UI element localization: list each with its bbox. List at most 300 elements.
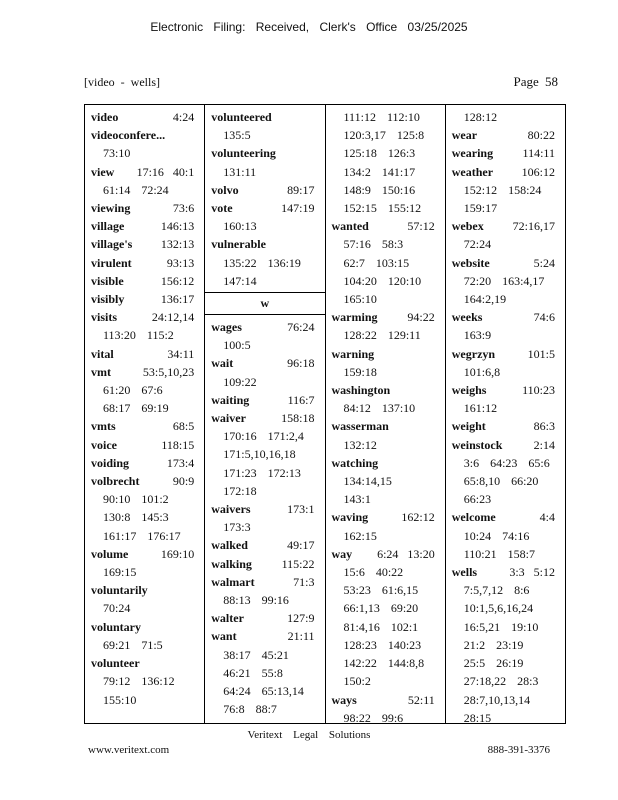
index-refs: 161:17 176:17 bbox=[103, 528, 181, 543]
index-refs: 134:14,15 bbox=[343, 474, 392, 489]
index-refs: 110:23 bbox=[522, 383, 555, 398]
index-entry bbox=[332, 345, 441, 363]
index-entry bbox=[332, 381, 441, 399]
index-entry bbox=[91, 545, 200, 563]
index-word: volbrecht bbox=[91, 474, 140, 489]
index-continuation-line bbox=[332, 144, 441, 162]
index-continuation-line bbox=[452, 290, 561, 308]
index-word: walter bbox=[211, 611, 244, 626]
index-word: voice bbox=[91, 437, 117, 452]
index-refs: 109:22 bbox=[223, 374, 257, 389]
index-continuation-line bbox=[332, 163, 441, 181]
index-continuation-line bbox=[332, 472, 441, 490]
index-entry bbox=[91, 618, 200, 636]
index-continuation-line bbox=[452, 472, 561, 490]
index-refs: 80:22 bbox=[527, 128, 555, 143]
index-entry bbox=[332, 454, 441, 472]
index-word: viewing bbox=[91, 201, 131, 216]
index-continuation-line bbox=[332, 581, 441, 599]
index-refs: 10:1,5,6,16,24 bbox=[463, 601, 534, 616]
index-refs: 73:10 bbox=[103, 146, 131, 161]
index-refs: 155:10 bbox=[103, 692, 137, 707]
index-entry bbox=[452, 163, 561, 181]
index-word: volume bbox=[91, 546, 129, 561]
index-refs: 74:6 bbox=[533, 310, 555, 325]
index-continuation-line bbox=[91, 381, 200, 399]
index-entry bbox=[211, 409, 320, 427]
index-word: want bbox=[211, 629, 237, 644]
index-continuation-line bbox=[211, 591, 320, 609]
index-refs: 57:16 58:3 bbox=[343, 237, 404, 252]
index-entry bbox=[91, 108, 200, 126]
index-refs: 147:19 bbox=[281, 201, 315, 216]
index-refs: 171:23 172:13 bbox=[223, 465, 301, 480]
index-continuation-line bbox=[332, 399, 441, 417]
index-word: wait bbox=[211, 356, 234, 371]
index-entry bbox=[452, 417, 561, 435]
index-continuation-line bbox=[211, 518, 320, 536]
index-refs: 24:12,14 bbox=[151, 310, 195, 325]
index-refs: 111:12 112:10 bbox=[343, 110, 420, 124]
index-entry bbox=[211, 500, 320, 518]
index-refs: 162:12 bbox=[401, 510, 435, 525]
index-refs: 159:18 bbox=[343, 364, 377, 379]
index-word: weather bbox=[451, 164, 494, 179]
index-entry bbox=[332, 545, 441, 563]
index-refs: 90:10 101:2 bbox=[103, 492, 169, 507]
index-entry bbox=[452, 508, 561, 526]
index-continuation-line bbox=[332, 436, 441, 454]
index-refs: 68:17 69:19 bbox=[103, 401, 169, 416]
index-refs: 115:22 bbox=[281, 556, 315, 571]
index-continuation-line bbox=[332, 272, 441, 290]
index-entry bbox=[91, 417, 200, 435]
index-word: walked bbox=[211, 538, 248, 553]
index-refs: 127:9 bbox=[287, 611, 315, 626]
index-refs: 7:5,7,12 8:6 bbox=[463, 583, 530, 598]
index-entry bbox=[91, 308, 200, 326]
index-continuation-line bbox=[332, 108, 441, 126]
index-refs: 96:18 bbox=[287, 356, 315, 371]
index-refs: 76:24 bbox=[287, 320, 315, 335]
index-entry bbox=[211, 199, 320, 217]
index-refs: 152:12 158:24 bbox=[463, 182, 542, 197]
index-refs: 86:3 bbox=[533, 419, 555, 434]
index-refs: 15:6 40:22 bbox=[343, 565, 404, 580]
index-entry bbox=[211, 354, 320, 372]
index-continuation-line bbox=[211, 373, 320, 391]
index-word: voiding bbox=[91, 455, 130, 470]
index-refs: 118:15 bbox=[161, 437, 195, 452]
index-refs: 53:5,10,23 bbox=[142, 364, 195, 379]
index-refs: 148:9 150:16 bbox=[343, 182, 416, 197]
index-refs: 101:6,8 bbox=[463, 364, 501, 379]
index-continuation-line bbox=[452, 235, 561, 253]
index-refs: 100:5 bbox=[223, 338, 251, 353]
index-word: visible bbox=[91, 273, 124, 288]
index-word: weeks bbox=[451, 310, 483, 325]
index-entry bbox=[91, 654, 200, 672]
index-word: village bbox=[91, 219, 125, 234]
index-entry bbox=[211, 108, 320, 126]
index-refs: 72:24 bbox=[463, 237, 492, 252]
index-continuation-line bbox=[332, 254, 441, 272]
index-continuation-line bbox=[452, 599, 561, 617]
index-refs: 93:13 bbox=[166, 255, 195, 270]
index-refs: 94:22 bbox=[407, 310, 435, 325]
index-refs: 163:9 bbox=[463, 328, 492, 343]
index-word: waving bbox=[331, 510, 369, 525]
index-continuation-line bbox=[91, 508, 200, 526]
index-refs: 131:11 bbox=[223, 164, 257, 179]
index-refs: 164:2,19 bbox=[463, 292, 507, 307]
index-range: [video - wells] bbox=[84, 75, 160, 89]
index-continuation-line bbox=[211, 445, 320, 463]
index-refs: 49:17 bbox=[287, 538, 315, 553]
index-refs: 146:13 bbox=[160, 219, 195, 234]
index-refs: 73:6 bbox=[172, 201, 195, 216]
index-refs: 158:18 bbox=[281, 411, 315, 426]
index-continuation-line bbox=[332, 709, 441, 723]
index-refs: 136:17 bbox=[160, 292, 195, 307]
index-continuation-line bbox=[332, 490, 441, 508]
index-refs: 6:24 13:20 bbox=[377, 546, 435, 561]
index-refs: 114:11 bbox=[522, 146, 555, 161]
index-refs: 72:20 163:4,17 bbox=[463, 273, 545, 288]
index-continuation-line bbox=[211, 682, 320, 700]
index-word: welcome bbox=[451, 510, 496, 525]
index-continuation-line bbox=[452, 545, 561, 563]
index-refs: 61:20 67:6 bbox=[103, 383, 163, 398]
index-continuation-line bbox=[452, 454, 561, 472]
index-refs: 71:3 bbox=[293, 574, 315, 589]
index-refs: 81:4,16 102:1 bbox=[343, 619, 419, 634]
index-refs: 70:24 bbox=[103, 601, 131, 616]
index-entry bbox=[332, 217, 441, 235]
index-continuation-line bbox=[332, 654, 441, 672]
index-entry bbox=[211, 235, 320, 253]
index-continuation-line bbox=[91, 563, 200, 581]
index-refs: 72:16,17 bbox=[512, 219, 555, 234]
index-continuation-line bbox=[211, 272, 320, 290]
page-number: Page 58 bbox=[513, 74, 558, 89]
index-word: vulnerable bbox=[211, 237, 266, 252]
index-refs: 65:8,10 66:20 bbox=[463, 474, 539, 489]
index-word: vmt bbox=[91, 364, 111, 379]
index-entry bbox=[211, 144, 320, 162]
index-refs: 2:14 bbox=[533, 437, 555, 452]
index-word: videoconfere... bbox=[91, 128, 166, 143]
index-continuation-line bbox=[332, 363, 441, 381]
index-word: visits bbox=[91, 310, 118, 325]
index-continuation-line bbox=[452, 691, 561, 709]
index-word: volunteer bbox=[91, 656, 140, 671]
footer-phone: 888-391-3376 bbox=[487, 744, 550, 756]
index-refs: 128:22 129:11 bbox=[343, 328, 421, 343]
index-continuation-line bbox=[211, 336, 320, 354]
index-word: weinstock bbox=[451, 437, 503, 452]
index-entry bbox=[211, 555, 320, 573]
index-refs: 66:23 bbox=[463, 492, 492, 507]
index-refs: 110:21 158:7 bbox=[463, 546, 535, 561]
index-refs: 128:12 bbox=[463, 110, 498, 124]
index-word: way bbox=[331, 546, 353, 561]
index-entry bbox=[91, 436, 200, 454]
index-word: walmart bbox=[211, 574, 255, 589]
index-entry bbox=[211, 536, 320, 554]
index-entry bbox=[452, 308, 561, 326]
index-entry bbox=[452, 345, 561, 363]
index-continuation-line bbox=[91, 490, 200, 508]
index-entry bbox=[91, 472, 200, 490]
index-entry bbox=[91, 235, 200, 253]
index-word: webex bbox=[451, 219, 484, 234]
index-word: volunteering bbox=[211, 146, 276, 161]
index-continuation-line bbox=[452, 272, 561, 290]
index-word: website bbox=[451, 255, 490, 270]
index-refs: 98:22 99:6 bbox=[343, 710, 404, 723]
index-word: volunteered bbox=[211, 110, 272, 124]
index-refs: 64:24 65:13,14 bbox=[223, 684, 304, 699]
index-continuation-line bbox=[91, 672, 200, 690]
index-word: waiting bbox=[211, 392, 250, 407]
index-continuation-line bbox=[211, 482, 320, 500]
index-entry bbox=[332, 308, 441, 326]
index-refs: 28:15 bbox=[463, 710, 492, 723]
index-continuation-line bbox=[91, 399, 200, 417]
index-word: wages bbox=[211, 320, 242, 335]
index-continuation-line bbox=[452, 618, 561, 636]
index-entry bbox=[211, 391, 320, 409]
index-refs: 76:8 88:7 bbox=[223, 702, 277, 717]
index-continuation-line bbox=[452, 326, 561, 344]
index-entry bbox=[452, 254, 561, 272]
index-continuation-line bbox=[332, 527, 441, 545]
index-word: visibly bbox=[91, 292, 125, 307]
index-refs: 152:15 155:12 bbox=[343, 201, 422, 216]
index-continuation-line bbox=[91, 636, 200, 654]
index-entry bbox=[91, 126, 200, 144]
index-continuation-line bbox=[91, 181, 200, 199]
index-continuation-line bbox=[91, 599, 200, 617]
index-continuation-line bbox=[452, 709, 561, 723]
word-index-table bbox=[84, 104, 566, 724]
index-word: wear bbox=[451, 128, 478, 143]
index-entry bbox=[211, 181, 320, 199]
index-refs: 25:5 26:19 bbox=[463, 656, 524, 671]
index-entry bbox=[91, 254, 200, 272]
index-refs: 169:10 bbox=[160, 546, 195, 561]
index-entry bbox=[91, 217, 200, 235]
index-entry bbox=[211, 609, 320, 627]
index-continuation-line bbox=[332, 326, 441, 344]
index-refs: 160:13 bbox=[223, 219, 257, 234]
index-continuation-line bbox=[452, 654, 561, 672]
index-refs: 106:12 bbox=[521, 164, 555, 179]
filing-stamp: Electronic Filing: Received, Clerk's Office 03/25/2025 bbox=[150, 20, 468, 34]
index-word: warming bbox=[331, 310, 378, 325]
index-refs: 169:15 bbox=[103, 565, 137, 580]
index-refs: 159:17 bbox=[463, 201, 498, 216]
index-refs: 61:14 72:24 bbox=[103, 182, 169, 197]
index-continuation-line bbox=[332, 199, 441, 217]
index-refs: 62:7 103:15 bbox=[343, 255, 410, 270]
index-continuation-line bbox=[211, 254, 320, 272]
index-continuation-line bbox=[91, 527, 200, 545]
index-continuation-line bbox=[211, 664, 320, 682]
index-refs: 150:2 bbox=[343, 674, 371, 689]
index-refs: 34:11 bbox=[167, 346, 195, 361]
index-entry bbox=[211, 627, 320, 645]
index-refs: 156:12 bbox=[160, 273, 195, 288]
index-continuation-line bbox=[332, 290, 441, 308]
index-word: walking bbox=[211, 556, 252, 571]
index-word: wearing bbox=[451, 146, 494, 161]
index-entry bbox=[91, 454, 200, 472]
index-column bbox=[326, 105, 446, 723]
index-entry bbox=[91, 345, 200, 363]
index-refs: 17:16 40:1 bbox=[136, 164, 195, 179]
index-refs: 21:11 bbox=[287, 629, 315, 644]
index-refs: 101:5 bbox=[527, 346, 555, 361]
index-refs: 125:18 126:3 bbox=[343, 146, 416, 161]
index-entry bbox=[332, 691, 441, 709]
index-entry bbox=[91, 290, 200, 308]
index-continuation-line bbox=[332, 563, 441, 581]
index-continuation-line bbox=[211, 163, 320, 181]
index-refs: 88:13 99:16 bbox=[223, 593, 289, 608]
index-word: voluntarily bbox=[91, 583, 148, 598]
index-word: video bbox=[91, 110, 119, 124]
index-continuation-line bbox=[211, 427, 320, 445]
index-continuation-line bbox=[452, 490, 561, 508]
index-refs: 173:4 bbox=[166, 455, 195, 470]
index-entry bbox=[211, 318, 320, 336]
index-refs: 68:5 bbox=[172, 419, 195, 434]
index-word: village's bbox=[91, 237, 133, 252]
index-refs: 135:22 136:19 bbox=[223, 255, 301, 270]
index-entry bbox=[91, 199, 200, 217]
index-refs: 104:20 120:10 bbox=[343, 273, 422, 288]
index-refs: 113:20 115:2 bbox=[103, 328, 174, 343]
index-continuation-line bbox=[332, 126, 441, 144]
index-continuation-line bbox=[452, 199, 561, 217]
index-refs: 89:17 bbox=[287, 182, 315, 197]
footer-company: Veritext Legal Solutions bbox=[247, 729, 371, 741]
index-refs: 46:21 55:8 bbox=[223, 665, 283, 680]
index-refs: 135:5 bbox=[223, 128, 251, 143]
index-continuation-line bbox=[452, 363, 561, 381]
index-entry bbox=[91, 581, 200, 599]
index-word: vmts bbox=[91, 419, 116, 434]
index-entry bbox=[91, 272, 200, 290]
index-word: virulent bbox=[91, 255, 132, 270]
index-word: wasserman bbox=[331, 419, 389, 434]
index-refs: 128:23 140:23 bbox=[343, 637, 422, 652]
index-refs: 4:4 bbox=[539, 510, 555, 525]
index-refs: 90:9 bbox=[172, 474, 195, 489]
index-word: volvo bbox=[211, 182, 239, 197]
index-entry bbox=[452, 126, 561, 144]
index-refs: 69:21 71:5 bbox=[103, 637, 163, 652]
index-continuation-line bbox=[452, 527, 561, 545]
index-continuation-line bbox=[452, 581, 561, 599]
index-refs: 172:18 bbox=[223, 483, 257, 498]
index-continuation-line bbox=[452, 108, 561, 126]
index-continuation-line bbox=[211, 646, 320, 664]
index-word: waivers bbox=[211, 502, 251, 517]
index-entry bbox=[332, 508, 441, 526]
index-refs: 132:13 bbox=[160, 237, 195, 252]
index-continuation-line bbox=[332, 599, 441, 617]
index-refs: 130:8 145:3 bbox=[103, 510, 169, 525]
index-refs: 21:2 23:19 bbox=[463, 637, 524, 652]
index-word: weight bbox=[451, 419, 486, 434]
index-refs: 4:24 bbox=[172, 110, 195, 124]
index-refs: 79:12 136:12 bbox=[103, 674, 175, 689]
index-refs: 52:11 bbox=[407, 692, 435, 707]
index-entry bbox=[452, 563, 561, 581]
index-entry bbox=[452, 436, 561, 454]
index-continuation-line bbox=[211, 126, 320, 144]
index-word: wegrzyn bbox=[451, 346, 496, 361]
footer-website: www.veritext.com bbox=[88, 744, 170, 756]
index-word: waiver bbox=[211, 411, 246, 426]
index-letter-heading: w bbox=[205, 292, 324, 315]
index-continuation-line bbox=[332, 672, 441, 690]
index-entry bbox=[211, 573, 320, 591]
index-word: watching bbox=[331, 455, 379, 470]
index-refs: 165:10 bbox=[343, 292, 377, 307]
index-continuation-line bbox=[332, 636, 441, 654]
index-entry bbox=[332, 417, 441, 435]
index-refs: 143:1 bbox=[343, 492, 371, 507]
index-refs: 3:6 64:23 65:6 bbox=[463, 455, 550, 470]
index-word: wells bbox=[451, 565, 478, 580]
index-refs: 120:3,17 125:8 bbox=[343, 128, 425, 143]
index-entry bbox=[452, 217, 561, 235]
index-refs: 162:15 bbox=[343, 528, 377, 543]
index-continuation-line bbox=[91, 326, 200, 344]
index-continuation-line bbox=[452, 672, 561, 690]
index-refs: 116:7 bbox=[287, 392, 315, 407]
index-refs: 173:1 bbox=[287, 502, 315, 517]
index-refs: 173:3 bbox=[223, 520, 251, 535]
index-word: warning bbox=[331, 346, 375, 361]
index-refs: 171:5,10,16,18 bbox=[223, 447, 296, 462]
index-word: washington bbox=[331, 383, 391, 398]
index-continuation-line bbox=[332, 618, 441, 636]
index-word: ways bbox=[331, 692, 357, 707]
index-refs: 161:12 bbox=[463, 401, 498, 416]
index-word: voluntary bbox=[91, 619, 142, 634]
index-continuation-line bbox=[452, 636, 561, 654]
index-continuation-line bbox=[211, 700, 320, 718]
index-entry bbox=[452, 381, 561, 399]
index-refs: 132:12 bbox=[343, 437, 377, 452]
index-entry bbox=[91, 163, 200, 181]
index-continuation-line bbox=[332, 235, 441, 253]
index-refs: 142:22 144:8,8 bbox=[343, 656, 425, 671]
index-refs: 66:1,13 69:20 bbox=[343, 601, 419, 616]
index-refs: 38:17 45:21 bbox=[223, 647, 289, 662]
index-refs: 5:24 bbox=[533, 255, 555, 270]
index-word: view bbox=[91, 164, 115, 179]
index-refs: 28:7,10,13,14 bbox=[463, 692, 531, 707]
index-continuation-line bbox=[211, 464, 320, 482]
index-refs: 134:2 141:17 bbox=[343, 164, 416, 179]
index-refs: 170:16 171:2,4 bbox=[223, 429, 304, 444]
